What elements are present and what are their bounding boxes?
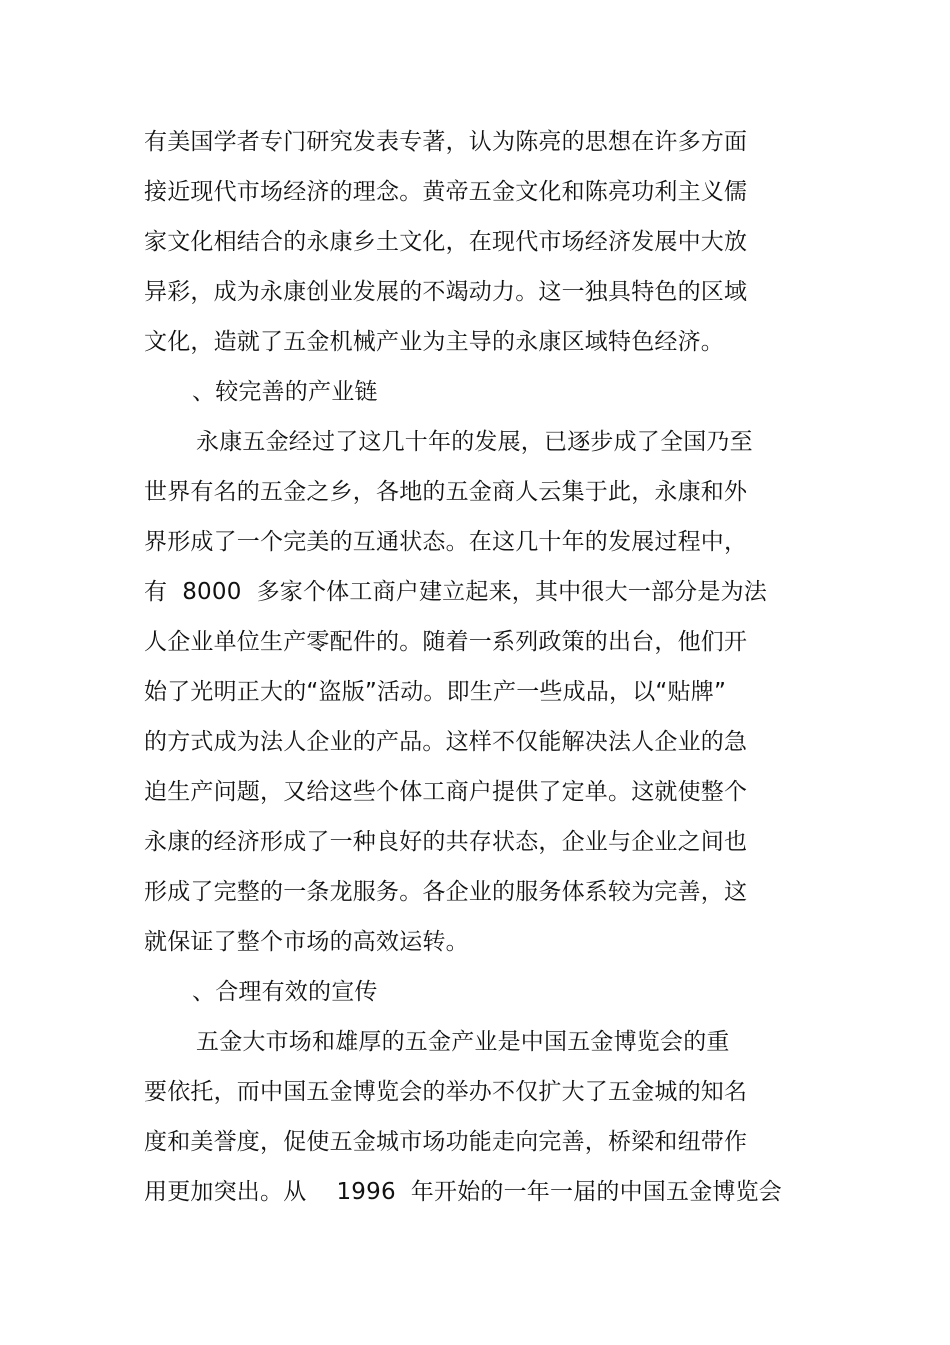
paragraph-line: 世界有名的五金之乡，各地的五金商人云集于此，永康和外	[144, 479, 748, 505]
paragraph-line: 用更加突出。从 1996 年开始的一年一届的中国五金博览会	[144, 1179, 782, 1205]
paragraph-line: 界形成了一个完美的互通状态。在这几十年的发展过程中，	[144, 529, 748, 555]
paragraph-line: 文化，造就了五金机械产业为主导的永康区域特色经济。	[144, 329, 724, 355]
paragraph-line: 五金大市场和雄厚的五金产业是中国五金博览会的重	[196, 1029, 730, 1055]
paragraph-line: 形成了完整的一条龙服务。各企业的服务体系较为完善，这	[144, 879, 748, 905]
paragraph-line: 的方式成为法人企业的产品。这样不仅能解决法人企业的急	[144, 729, 748, 755]
paragraph-line: 要依托，而中国五金博览会的举办不仅扩大了五金城的知名	[144, 1079, 748, 1105]
paragraph-line: 迫生产问题，又给这些个体工商户提供了定单。这就使整个	[144, 779, 748, 805]
paragraph-line: 有美国学者专门研究发表专著，认为陈亮的思想在许多方面	[144, 129, 748, 155]
paragraph-line: 有 8000 多家个体工商户建立起来，其中很大一部分是为法	[144, 579, 767, 605]
paragraph-line: 异彩，成为永康创业发展的不竭动力。这一独具特色的区域	[144, 279, 748, 305]
paragraph-line: 接近现代市场经济的理念。黄帝五金文化和陈亮功利主义儒	[144, 179, 748, 205]
paragraph-line: 家文化相结合的永康乡土文化，在现代市场经济发展中大放	[144, 229, 748, 255]
paragraph-line: 人企业单位生产零配件的。随着一系列政策的出台，他们开	[144, 629, 748, 655]
paragraph-line: 永康五金经过了这几十年的发展，已逐步成了全国乃至	[196, 429, 753, 455]
paragraph-line: 始了光明正大的“盗版”活动。即生产一些成品，以“贴牌”	[144, 679, 727, 705]
paragraph-line: 就保证了整个市场的高效运转。	[144, 929, 469, 955]
section-heading: 、较完善的产业链	[192, 379, 378, 405]
section-heading: 、合理有效的宣传	[192, 979, 378, 1005]
paragraph-line: 永康的经济形成了一种良好的共存状态，企业与企业之间也	[144, 829, 748, 855]
paragraph-line: 度和美誉度，促使五金城市场功能走向完善，桥梁和纽带作	[144, 1129, 748, 1155]
